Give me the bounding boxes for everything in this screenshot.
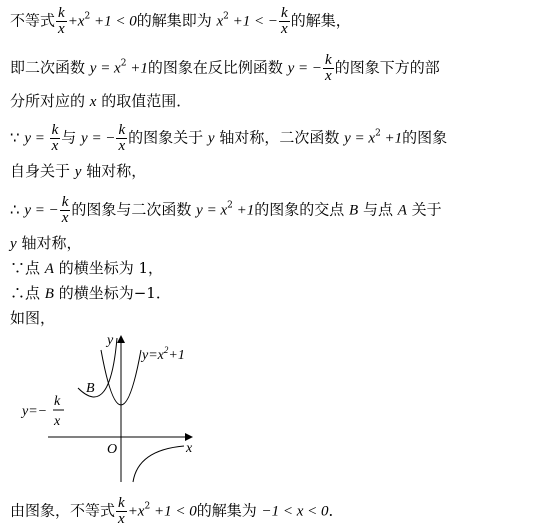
text-segment: 不等式 (10, 11, 56, 30)
fraction-numerator: k (281, 5, 288, 21)
text-segment: ∵ (10, 128, 25, 147)
fraction-denominator: x (325, 68, 332, 84)
text-segment: 的横坐标为 1， (53, 259, 164, 277)
math-expression: y = x (89, 60, 121, 77)
math-expression: A (44, 261, 54, 277)
fraction (323, 53, 334, 84)
text-segment: 轴对称， (16, 234, 82, 252)
fraction (50, 123, 61, 154)
parabola-label (140, 345, 185, 363)
l7 (10, 233, 81, 254)
l9 (10, 283, 171, 304)
hyperbola-label-num: k (54, 394, 61, 409)
fraction (56, 6, 67, 37)
fraction-denominator: x (51, 138, 59, 154)
math-expression: y = − (24, 202, 59, 219)
fraction-numerator: k (51, 122, 59, 138)
function-graph (18, 330, 208, 490)
math-expression: x (89, 94, 97, 110)
l5 (10, 161, 146, 182)
math-expression: +1 (380, 130, 403, 147)
math-expression: +1 < 0 (150, 503, 197, 520)
fraction-numerator: k (118, 495, 125, 511)
math-expression: +1 (232, 202, 255, 219)
text-segment: ∴ (10, 200, 25, 219)
text-segment: 的图象在反比例函数 (147, 58, 288, 77)
fraction-denominator: x (58, 21, 65, 37)
text-segment: 由图象，不等式 (10, 501, 116, 520)
fraction-numerator: k (118, 122, 126, 138)
math-expression: +x (67, 13, 85, 30)
text-segment: 的横坐标为−1． (53, 284, 171, 302)
text-segment: 的图象与二次函数 (71, 200, 197, 219)
math-expression: +1 < − (228, 13, 279, 30)
math-expression: +1 (126, 60, 148, 77)
text-segment: 的图象的交点 (254, 200, 349, 219)
parabola-label-exp: 2 (163, 345, 169, 355)
text-segment: 与点 (358, 200, 398, 219)
text-segment: 分所对应的 (10, 92, 90, 110)
fraction-numerator: k (58, 5, 65, 21)
fraction-denominator: x (61, 210, 69, 226)
l4 (10, 123, 447, 154)
math-expression: y = − (287, 60, 323, 77)
text-segment: 的图象下方的部 (334, 58, 440, 77)
math-expression: y = x (196, 202, 228, 219)
text-segment: 轴对称，二次函数 (214, 128, 345, 147)
hyperbola-label-prefix: y=− (22, 404, 48, 419)
math-expression: −1 < x < 0 (261, 503, 329, 520)
exponent: 2 (227, 200, 233, 211)
fraction-numerator: k (325, 52, 332, 68)
text-segment: 自身关于 (10, 162, 75, 180)
math-expression: y = − (81, 130, 116, 147)
math-expression: A (397, 202, 407, 219)
x-axis-label: x (186, 441, 193, 456)
l11 (10, 496, 344, 527)
hyperbola-lower-branch (133, 446, 184, 482)
text-segment: 与 (61, 128, 82, 147)
text-segment: 的解集， (290, 11, 351, 30)
l10 (10, 308, 55, 328)
text-segment: 轴对称， (81, 162, 147, 180)
text-segment: 的图象 (402, 128, 448, 147)
text-segment: 的解集即为 (136, 11, 217, 30)
text-segment: 即二次函数 (10, 58, 90, 77)
text-segment: 的图象关于 (128, 128, 208, 147)
exponent: 2 (84, 11, 91, 22)
text-segment: 关于 (406, 200, 442, 219)
parabola-label-main: y=x (142, 348, 164, 363)
exponent: 2 (144, 501, 151, 512)
point-b-label: B (86, 381, 95, 396)
l1 (10, 6, 351, 37)
hyperbola-label-den: x (54, 414, 61, 429)
fraction (116, 123, 127, 154)
fraction-denominator: x (118, 511, 125, 527)
fraction-denominator: x (118, 138, 126, 154)
math-expression: y (10, 236, 17, 252)
exponent: 2 (120, 58, 127, 69)
fraction-denominator: x (281, 21, 288, 37)
l2 (10, 53, 440, 84)
l3 (10, 91, 191, 112)
math-expression: y = x (344, 130, 376, 147)
math-expression: B (44, 286, 54, 302)
math-expression: +x (127, 503, 145, 520)
text-segment: 如图， (10, 309, 56, 327)
math-expression: y (74, 164, 82, 180)
text-segment: ∵点 (10, 259, 45, 277)
l8 (10, 258, 163, 279)
math-expression: y = (24, 130, 49, 147)
y-axis-label: y (107, 333, 114, 348)
fraction (60, 195, 71, 226)
l6 (10, 195, 442, 226)
text-segment: 的解集为 (196, 501, 262, 520)
math-expression: +1 < 0 (90, 13, 137, 30)
text-segment: ∴点 (10, 284, 45, 302)
text-segment: ． (328, 501, 344, 520)
fraction (116, 496, 127, 527)
fraction-numerator: k (61, 194, 69, 210)
origin-label: O (107, 442, 118, 457)
parabola-label-tail: +1 (168, 348, 185, 363)
math-expression: y (207, 130, 215, 147)
math-expression: x (216, 13, 224, 30)
text-segment: 的取值范围． (96, 92, 192, 110)
exponent: 2 (223, 11, 229, 22)
fraction (279, 6, 290, 37)
exponent: 2 (375, 128, 381, 139)
math-expression: B (349, 202, 359, 219)
